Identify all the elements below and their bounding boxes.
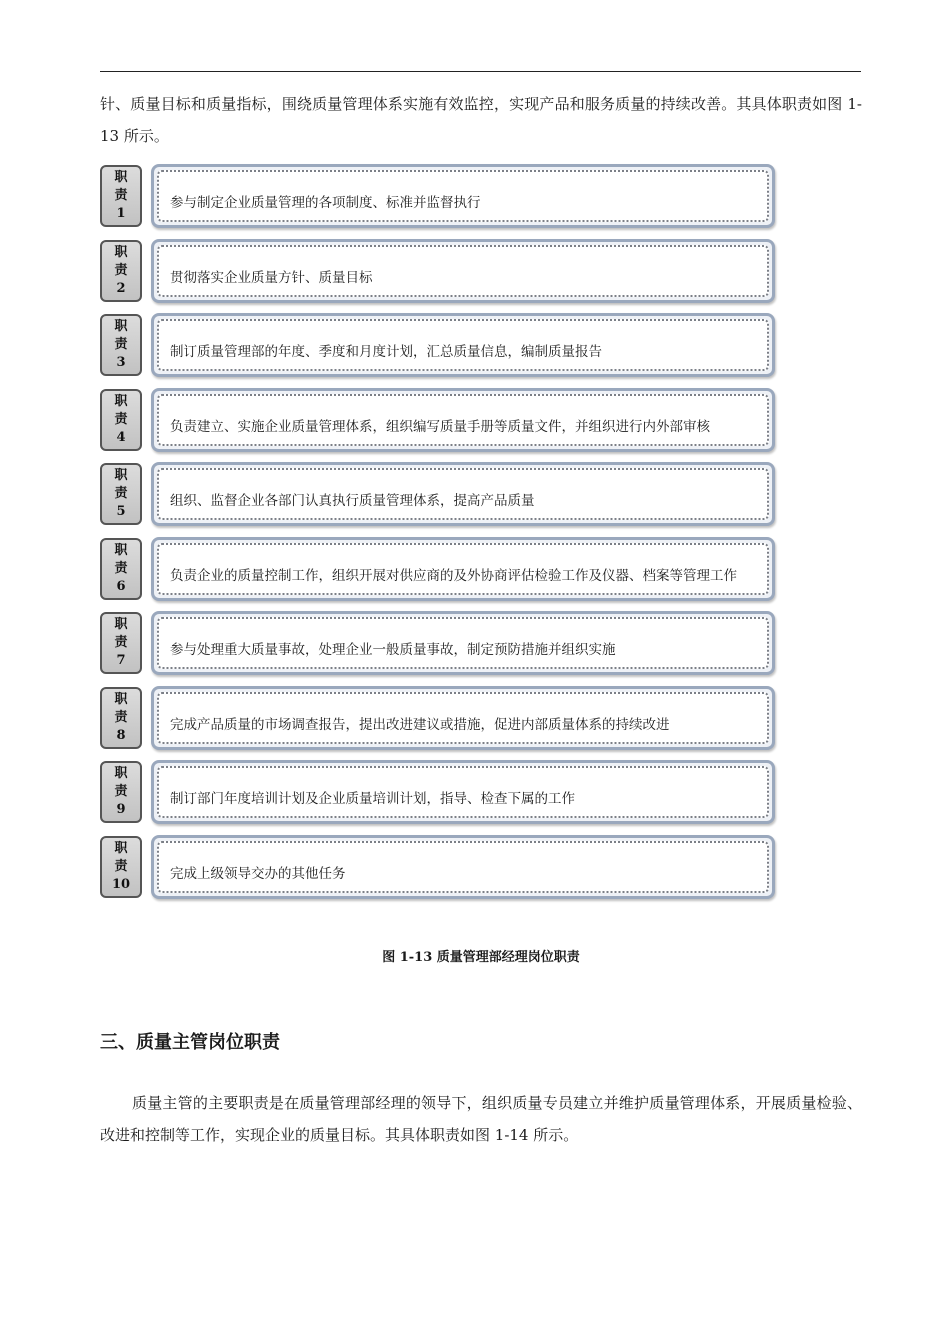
figure-caption: 图 1-13 质量管理部经理岗位职责 xyxy=(382,950,580,965)
intro-paragraph: 针、质量目标和质量指标，围绕质量管理体系实施有效监控，实现产品和服务质量的持续改善。其具体职责如图 1-13 所示。 xyxy=(100,95,862,145)
duty-tag: 职 责 7 xyxy=(100,612,142,674)
duty-row xyxy=(100,611,780,675)
duty-box xyxy=(151,686,775,750)
duty-box xyxy=(151,760,775,824)
duty-box xyxy=(151,313,775,377)
duty-row xyxy=(100,313,780,377)
duty-tag: 职 责 4 xyxy=(100,389,142,451)
duty-box xyxy=(151,537,775,601)
duty-tag: 职 责 9 xyxy=(100,761,142,823)
duty-text: 参与制定企业质量管理的各项制度、标准并监督执行 xyxy=(157,170,769,222)
duty-tag: 职 责 2 xyxy=(100,240,142,302)
duty-text: 贯彻落实企业质量方针、质量目标 xyxy=(157,245,769,297)
duty-row xyxy=(100,537,780,601)
duty-text: 组织、监督企业各部门认真执行质量管理体系，提高产品质量 xyxy=(157,468,769,520)
duty-row xyxy=(100,239,780,303)
duty-tag: 职 责 5 xyxy=(100,463,142,525)
section-paragraph: 质量主管的主要职责是在质量管理部经理的领导下，组织质量专员建立并维护质量管理体系，开展质量检验、改进和控制等工作，实现企业的质量目标。其具体职责如图 1-14 所示。 xyxy=(100,1094,862,1144)
duty-row xyxy=(100,686,780,750)
duty-tag: 职 责 1 xyxy=(100,165,142,227)
duty-text: 完成上级领导交办的其他任务 xyxy=(157,841,769,893)
duty-text: 制订部门年度培训计划及企业质量培训计划，指导、检查下属的工作 xyxy=(157,766,769,818)
duty-row xyxy=(100,760,780,824)
duty-box xyxy=(151,164,775,228)
duty-text: 参与处理重大质量事故，处理企业一般质量事故，制定预防措施并组织实施 xyxy=(157,617,769,669)
duty-tag: 职 责 6 xyxy=(100,538,142,600)
duty-tag: 职 责 8 xyxy=(100,687,142,749)
duty-box xyxy=(151,611,775,675)
duty-text: 制订质量管理部的年度、季度和月度计划，汇总质量信息，编制质量报告 xyxy=(157,319,769,371)
duty-row xyxy=(100,164,780,228)
section-heading: 三、质量主管岗位职责 xyxy=(100,1032,280,1053)
duty-text: 负责企业的质量控制工作，组织开展对供应商的及外协商评估检验工作及仪器、档案等管理工作 xyxy=(157,543,769,595)
duty-row xyxy=(100,835,780,899)
duty-row xyxy=(100,388,780,452)
duty-box xyxy=(151,835,775,899)
duty-row xyxy=(100,462,780,526)
duty-box xyxy=(151,239,775,303)
duty-text: 负责建立、实施企业质量管理体系，组织编写质量手册等质量文件，并组织进行内外部审核 xyxy=(157,394,769,446)
duty-text: 完成产品质量的市场调查报告，提出改进建议或措施，促进内部质量体系的持续改进 xyxy=(157,692,769,744)
duty-tag: 职 责 10 xyxy=(100,836,142,898)
duty-box xyxy=(151,462,775,526)
duty-diagram xyxy=(100,164,780,909)
duty-box xyxy=(151,388,775,452)
duty-tag: 职 责 3 xyxy=(100,314,142,376)
header-rule xyxy=(100,71,861,72)
